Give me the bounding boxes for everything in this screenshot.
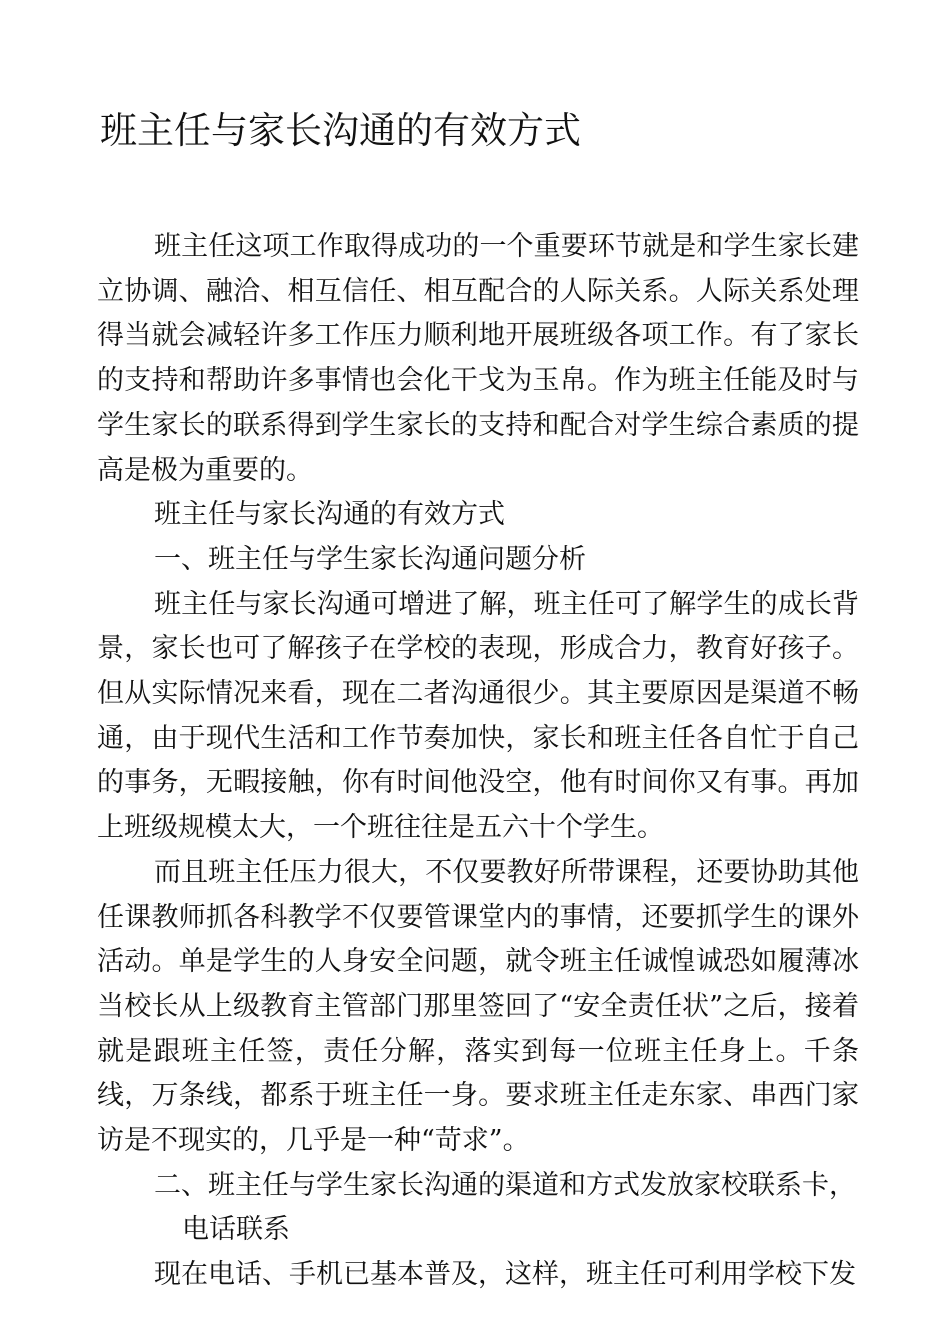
- document-title: 班主任与家长沟通的有效方式: [100, 109, 581, 152]
- paragraph-pressure: 而且班主任压力很大，不仅要教好所带课程，还要协助其他任课教师抓各科教学不仅要管课堂内的事情，还要抓学生的课外活动。单是学生的人身安全问题，就令班主任诚惶诚恐如履薄冰当校长从上级教育主管部门那里签回了“安全责任状”之后，接着就是跟班主任签，责任分解，落实到每一位班主任身上。千条线，万条线，都系于班主任一身。要求班主任走东家、串西门家访是不现实的，几乎是一种“苛求”。: [97, 856, 859, 1157]
- section-heading-2: 二、班主任与学生家长沟通的渠道和方式发放家校联系卡，: [154, 1169, 856, 1201]
- paragraph-heading-repeat: 班主任与家长沟通的有效方式: [154, 499, 505, 531]
- paragraph-intro: 班主任这项工作取得成功的一个重要环节就是和学生家长建立协调、融洽、相互信任、相互配合的人际关系。人际关系处理得当就会减轻许多工作压力顺利地开展班级各项工作。有了家长的支持和帮助许多事情也会化干戈为玉帛。作为班主任能及时与学生家长的联系得到学生家长的支持和配合对学生综合素质的提高是极为重要的。: [97, 231, 859, 486]
- document-body: [97, 225, 859, 1298]
- subheading-phone-contact: 电话联系: [182, 1214, 290, 1246]
- section-heading-1: 一、班主任与学生家长沟通问题分析: [154, 543, 586, 575]
- paragraph-analysis: 班主任与家长沟通可增进了解，班主任可了解学生的成长背景，家长也可了解孩子在学校的表现，形成合力，教育好孩子。但从实际情况来看，现在二者沟通很少。其主要原因是渠道不畅通，由于现代生活和工作节奏加快，家长和班主任各自忙于自己的事务，无暇接触，你有时间他没空，他有时间你又有事。再加上班级规模太大，一个班往往是五六十个学生。: [97, 588, 859, 844]
- paragraph-phone: 现在电话、手机已基本普及，这样，班主任可利用学校下发: [154, 1259, 856, 1291]
